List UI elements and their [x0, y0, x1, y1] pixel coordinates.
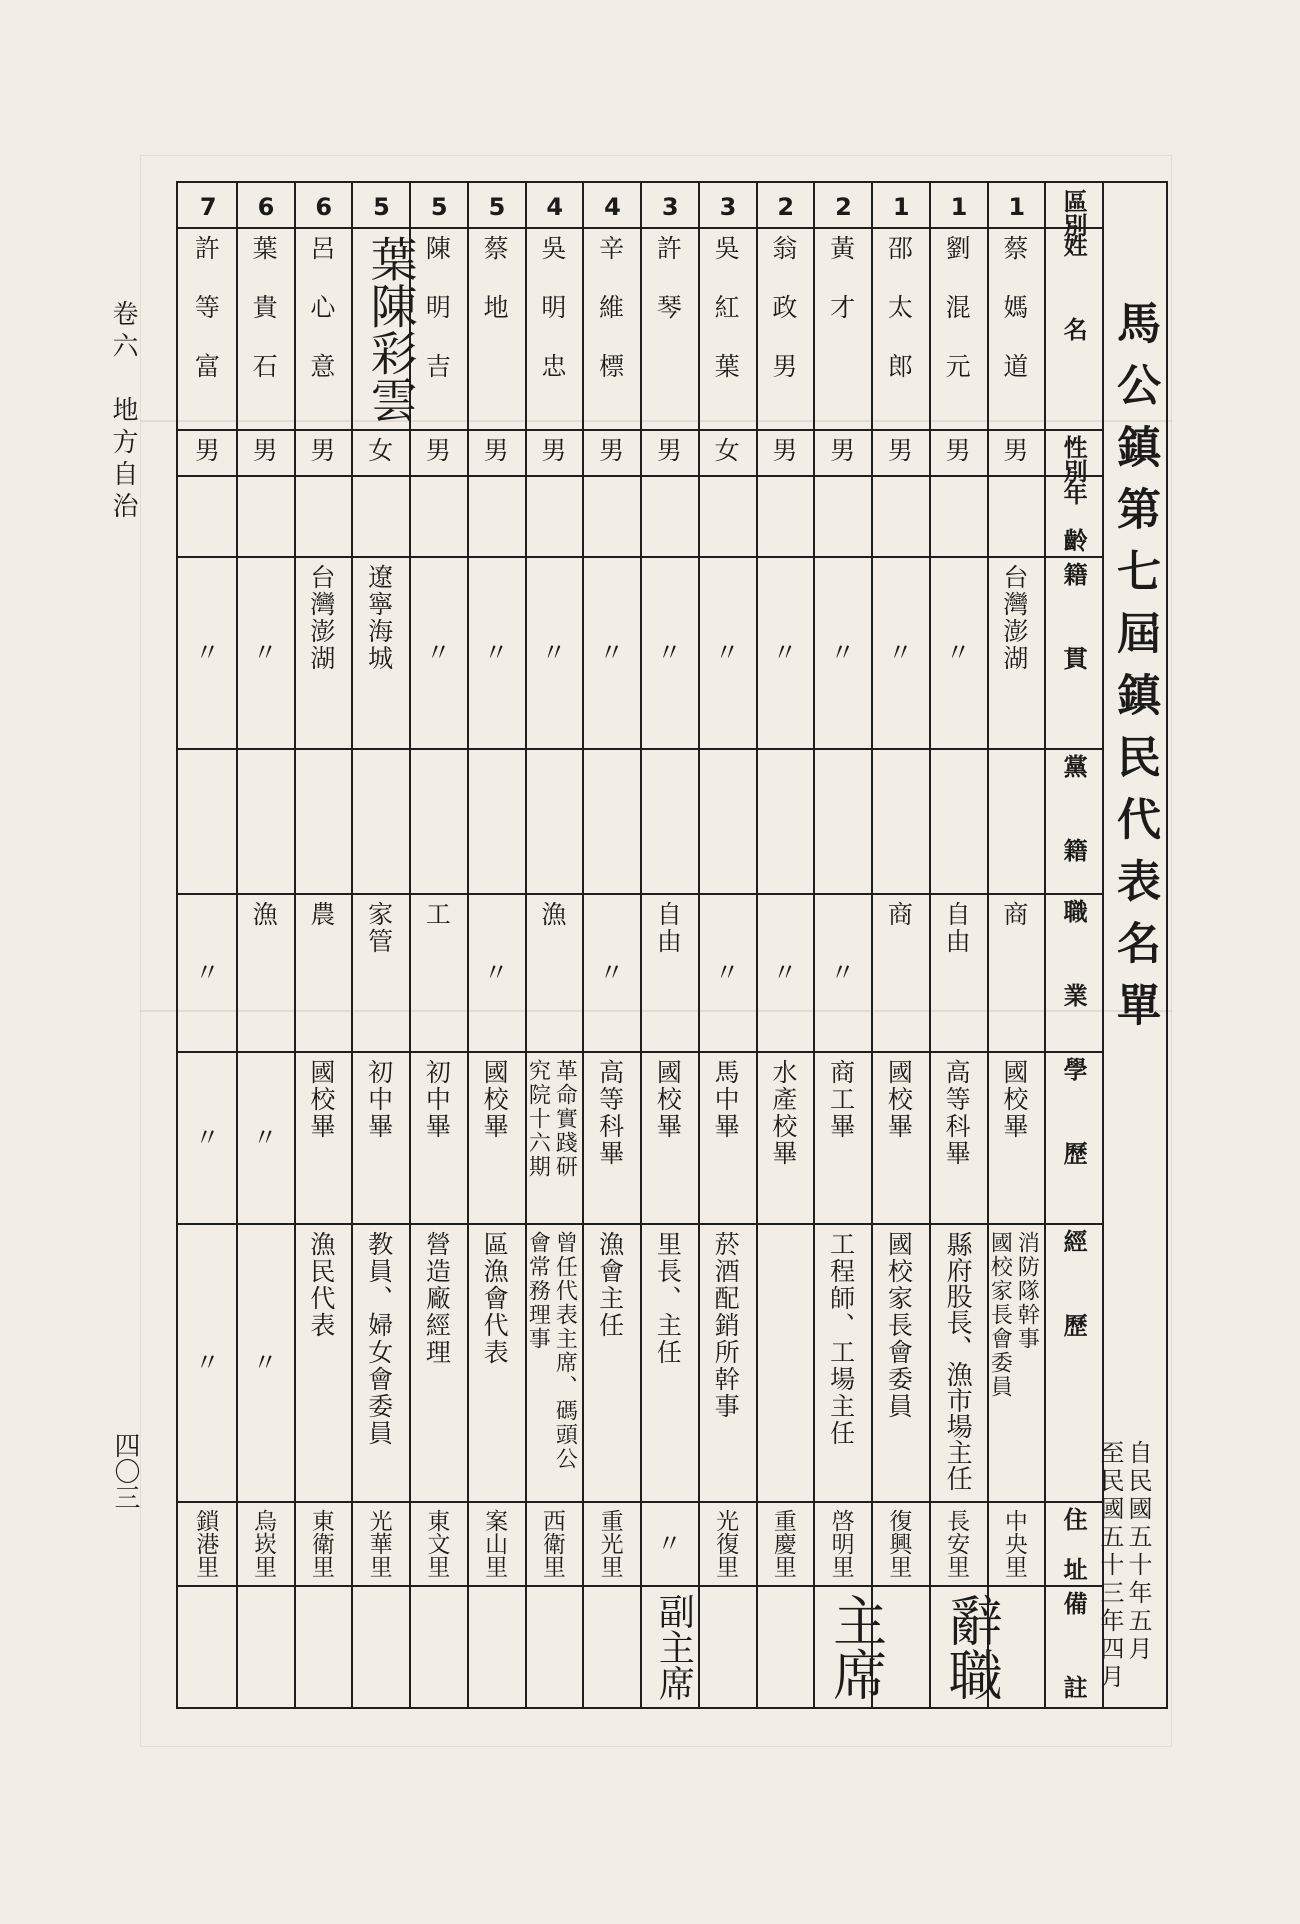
cell-experience: 漁會主任 [595, 1231, 625, 1339]
cell-occupation: 自由 [653, 901, 683, 955]
cell-address: 烏崁里 [250, 1509, 277, 1578]
cell-name: 陳明吉 [422, 235, 452, 412]
cell-education: 國校畢 [653, 1059, 683, 1140]
cell-occupation: 工 [422, 901, 452, 928]
cell-name: 劉混元 [942, 235, 972, 412]
cell-occupation: 漁 [537, 901, 567, 928]
cell-address: 長安里 [943, 1509, 970, 1578]
cell-experience: 〃 [191, 1349, 221, 1376]
cell-name: 許琴 [653, 235, 683, 353]
cell-sex: 男 [249, 437, 279, 464]
cell-education: 高等科畢 [595, 1059, 625, 1167]
cell-district: 3 [719, 193, 737, 221]
cell-name: 葉陳彩雲 [362, 235, 418, 423]
cell-origin: 〃 [942, 639, 972, 666]
cell-name: 蔡地 [480, 235, 510, 353]
cell-experience: 國校家長會委員 [884, 1231, 914, 1420]
cell-origin: 台灣澎湖 [306, 564, 336, 672]
period-start: 自民國五十年五月 [1124, 1440, 1152, 1664]
cell-experience: 國校家長會委員 [987, 1231, 1013, 1399]
cell-name: 辛維標 [595, 235, 625, 412]
cell-origin: 〃 [768, 639, 798, 666]
header-sex: 性別 [1059, 435, 1089, 483]
cell-experience: 〃 [249, 1349, 279, 1376]
cell-remark: 辭職 [940, 1593, 1004, 1701]
cell-address: 光華里 [365, 1509, 392, 1578]
cell-name: 葉貴石 [249, 235, 279, 412]
cell-sex: 男 [191, 437, 221, 464]
cell-experience: 教員、婦女會委員 [364, 1231, 394, 1447]
cell-origin: 〃 [422, 639, 452, 666]
cell-district: 5 [488, 193, 506, 221]
cell-address: 案山里 [481, 1509, 508, 1578]
cell-education: 〃 [249, 1124, 279, 1151]
cell-education: 國校畢 [480, 1059, 510, 1140]
table-column-line [929, 183, 931, 1707]
cell-occupation: 〃 [711, 959, 741, 986]
cell-origin: 〃 [884, 639, 914, 666]
cell-address: 西衛里 [538, 1509, 565, 1578]
cell-occupation: 〃 [595, 959, 625, 986]
volume-label [110, 300, 136, 524]
cell-district: 4 [546, 193, 564, 221]
section-name: 地方自治 [108, 396, 138, 524]
cell-district: 1 [1008, 193, 1026, 221]
cell-sex: 男 [826, 437, 856, 464]
cell-address: 東文里 [423, 1509, 450, 1578]
cell-address: 〃 [653, 1530, 683, 1557]
cell-district: 3 [661, 193, 679, 221]
cell-occupation: 農 [306, 901, 336, 928]
table-column-line [813, 183, 815, 1707]
table-column-line [871, 183, 873, 1707]
cell-sex: 男 [422, 437, 452, 464]
cell-education: 馬中畢 [711, 1059, 741, 1140]
cell-sex: 男 [595, 437, 625, 464]
cell-occupation: 家管 [364, 901, 394, 955]
cell-name: 吳紅葉 [711, 235, 741, 412]
cell-sex: 男 [884, 437, 914, 464]
table-column-line [351, 183, 353, 1707]
cell-sex: 女 [364, 437, 394, 464]
header-age: 年齡 [1059, 481, 1089, 575]
cell-occupation: 商 [999, 901, 1029, 928]
cell-district: 5 [373, 193, 390, 221]
cell-address: 東衛里 [307, 1509, 334, 1578]
cell-district: 5 [430, 193, 448, 221]
cell-sex: 男 [537, 437, 567, 464]
cell-sex: 男 [653, 437, 683, 464]
cell-name: 黃才 [826, 235, 856, 353]
table-column-line [640, 183, 642, 1707]
cell-sex: 男 [306, 437, 336, 464]
cell-address: 中央里 [1000, 1509, 1027, 1578]
cell-education: 國校畢 [306, 1059, 336, 1140]
cell-occupation: 〃 [826, 959, 856, 986]
cell-district: 2 [835, 193, 852, 221]
cell-address: 啓明里 [827, 1509, 854, 1578]
cell-education: 〃 [191, 1124, 221, 1151]
cell-experience: 消防隊幹事 [1014, 1231, 1040, 1351]
cell-origin: 〃 [826, 639, 856, 666]
header-party: 黨籍 [1059, 754, 1089, 922]
cell-occupation: 漁 [249, 901, 279, 928]
header-origin: 籍貫 [1059, 562, 1089, 730]
cell-address: 光復里 [712, 1509, 739, 1578]
cell-education: 革命實踐研 [552, 1059, 578, 1179]
cell-occupation: 商 [884, 901, 914, 928]
cell-remark: 主席 [824, 1593, 888, 1701]
cell-origin: 〃 [480, 639, 510, 666]
table-column-line [582, 183, 584, 1707]
cell-origin: 〃 [537, 639, 567, 666]
header-experience: 經歷 [1059, 1229, 1089, 1397]
cell-experience: 縣府股長、漁市場主任 [942, 1231, 973, 1491]
cell-origin: 〃 [711, 639, 741, 666]
table-column-line [525, 183, 527, 1707]
header-occupation: 職業 [1059, 899, 1089, 1067]
cell-district: 6 [315, 193, 333, 221]
cell-education: 國校畢 [884, 1059, 914, 1140]
cell-address: 復興里 [885, 1509, 912, 1578]
cell-education: 國校畢 [999, 1059, 1029, 1140]
header-name: 姓名 [1059, 233, 1089, 401]
cell-name: 許等富 [191, 235, 221, 412]
cell-education: 初中畢 [422, 1059, 452, 1140]
page-number: 四〇三 [110, 1432, 140, 1510]
cell-origin: 遼寧海城 [364, 564, 394, 672]
cell-experience: 營造廠經理 [422, 1231, 452, 1366]
cell-name: 翁政男 [768, 235, 798, 412]
cell-origin: 〃 [595, 639, 625, 666]
header-remark: 備註 [1059, 1591, 1089, 1759]
cell-district: 1 [950, 193, 968, 221]
cell-occupation: 自由 [942, 901, 972, 955]
cell-experience: 里長、主任 [653, 1231, 683, 1366]
cell-district: 6 [257, 193, 275, 221]
cell-education: 商工畢 [826, 1059, 856, 1140]
table-column-line [236, 183, 238, 1707]
cell-name: 呂心意 [306, 235, 336, 412]
cell-district: 4 [604, 193, 621, 221]
cell-experience: 漁民代表 [306, 1231, 336, 1339]
cell-name: 蔡媽道 [999, 235, 1029, 412]
header-district: 區別 [1059, 189, 1089, 237]
cell-experience: 會常務理事 [525, 1231, 551, 1351]
table-column-line [756, 183, 758, 1707]
cell-district: 2 [777, 193, 795, 221]
cell-address: 重光里 [596, 1509, 623, 1578]
representatives-table [176, 181, 1104, 1759]
cell-sex: 女 [711, 437, 741, 464]
cell-name: 邵太郎 [884, 235, 914, 412]
cell-district: 7 [199, 193, 217, 221]
cell-experience: 曾任代表主席、碼頭公 [552, 1231, 578, 1471]
cell-sex: 男 [768, 437, 798, 464]
cell-education: 究院十六期 [525, 1059, 551, 1179]
table-column-line [1044, 183, 1046, 1707]
cell-sex: 男 [999, 437, 1029, 464]
page-title: 馬公鎮第七屆鎮民代表名單 [1109, 300, 1160, 1044]
cell-address: 重慶里 [769, 1509, 796, 1578]
cell-experience: 區漁會代表 [480, 1231, 510, 1366]
header-education: 學歷 [1059, 1057, 1089, 1225]
cell-origin: 〃 [191, 639, 221, 666]
cell-sex: 男 [480, 437, 510, 464]
cell-name: 吳明忠 [537, 235, 567, 412]
cell-education: 高等科畢 [942, 1059, 972, 1167]
table-column-line [294, 183, 296, 1707]
cell-occupation: 〃 [191, 959, 221, 986]
cell-district: 1 [892, 193, 910, 221]
period-end: 至民國五十三年四月 [1096, 1440, 1124, 1692]
table-column-line [698, 183, 700, 1707]
cell-experience: 菸酒配銷所幹事 [711, 1231, 741, 1420]
cell-education: 初中畢 [364, 1059, 394, 1140]
header-address: 住址 [1059, 1507, 1089, 1607]
cell-sex: 男 [942, 437, 972, 464]
cell-origin: 〃 [653, 639, 683, 666]
table-column-line [467, 183, 469, 1707]
cell-remark: 副主席 [653, 1593, 695, 1701]
cell-address: 鎖港里 [192, 1509, 219, 1578]
cell-origin: 〃 [249, 639, 279, 666]
volume-number: 卷六 [108, 300, 138, 364]
cell-origin: 台灣澎湖 [999, 564, 1029, 672]
cell-occupation: 〃 [480, 959, 510, 986]
table-column-line [987, 183, 989, 1707]
cell-experience: 工程師、工場主任 [826, 1231, 856, 1447]
cell-occupation: 〃 [768, 959, 798, 986]
cell-education: 水產校畢 [768, 1059, 798, 1167]
